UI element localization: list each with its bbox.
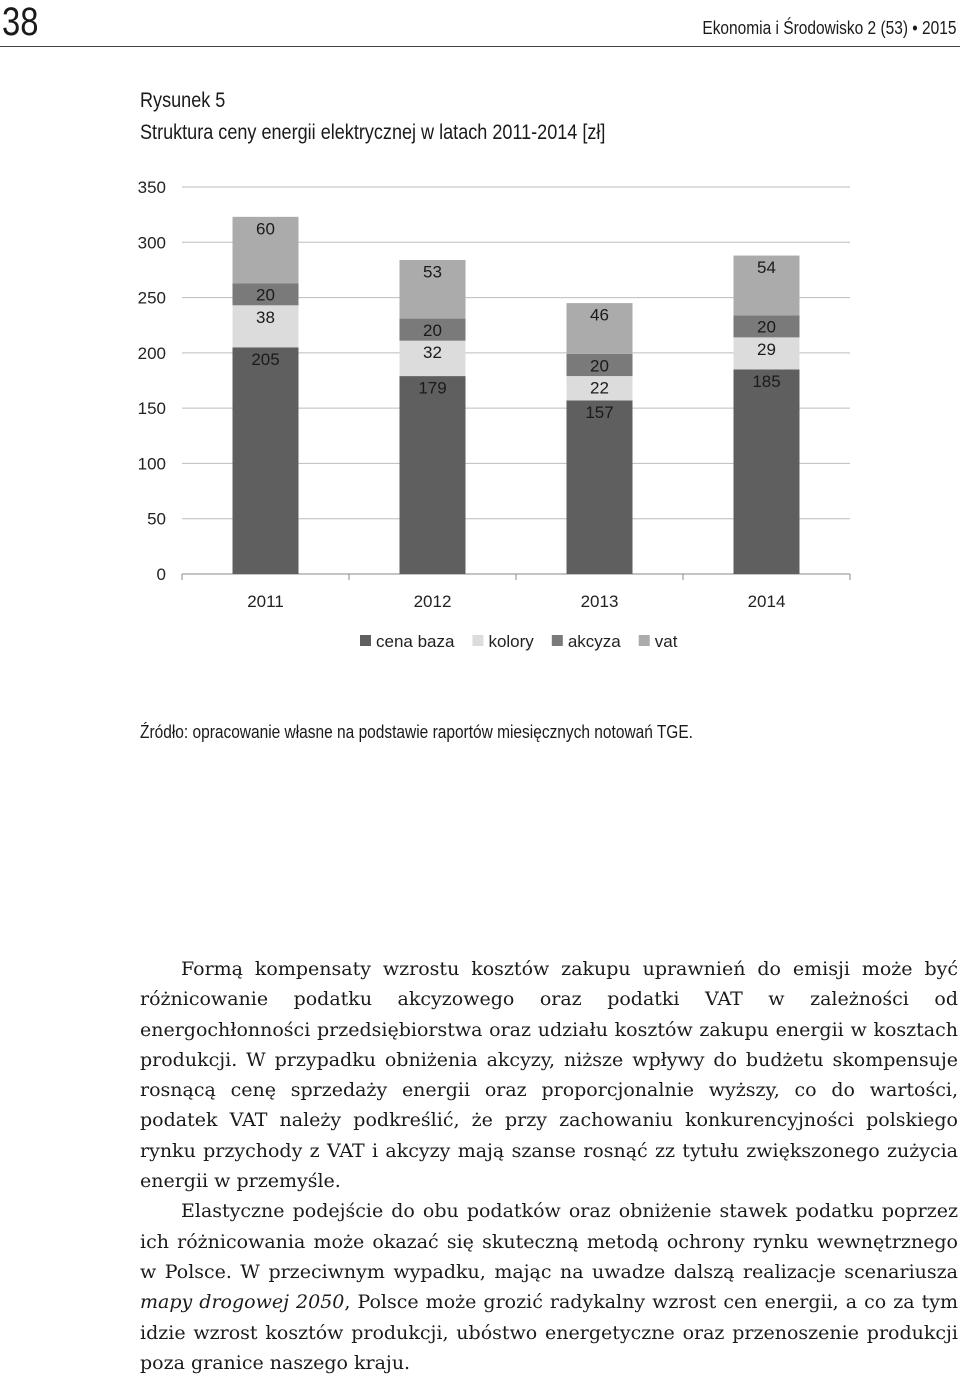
y-tick-label: 250 [137, 288, 166, 308]
body-text [140, 954, 958, 1378]
data-label: 205 [251, 349, 280, 369]
data-label: 20 [256, 285, 275, 305]
data-label: 46 [590, 305, 609, 325]
page-number: 38 [2, 0, 39, 44]
x-axis-ticks [247, 592, 785, 611]
bar-segment [233, 347, 299, 574]
figure-label: Rysunek 5 [140, 89, 226, 112]
bar-segment [567, 400, 633, 574]
header-rule [0, 46, 960, 47]
y-axis-ticks [138, 178, 166, 584]
figure-title: Struktura ceny energii elektrycznej w latach 2011-2014 [zł] [140, 121, 606, 144]
data-label: 38 [256, 307, 275, 327]
data-label: 54 [757, 258, 776, 278]
legend-label: cena baza [376, 632, 455, 651]
x-tick-label: 2011 [247, 592, 284, 611]
y-tick-label: 150 [137, 399, 166, 419]
bars [233, 217, 800, 574]
legend-label: kolory [488, 632, 534, 651]
bar-segment [734, 369, 800, 574]
paragraph-1: Formą kompensaty wzrostu kosztów zakupu uprawnień do emisji może być różnicowanie podatku akcyzowego oraz podatki VAT w zależności od energochłonności przedsiębiorstwa oraz udziału kosztów zakupu energii w kosztach produkcji. W przypadku obniżenia akcyzy, niższe wpływy do budżetu skompensuje rosnącą cenę sprzedaży energii oraz proporcjonalnie wyższy, co do wartości, podatek VAT należy podkreślić, że przy zachowaniu konkurencyjności polskiego rynku przychody z VAT i akcyzy mają szanse rosnąć zz tytułu zwiększonego zużycia energii w przemyśle. [140, 958, 958, 1193]
stacked-bar-chart [130, 170, 860, 670]
paragraph-2-end: , Polsce może grozić radykalny wzrost cen energii, a co za tym idzie wzrost kosztów produkcji, ubóstwo energetyczne oraz przenoszenie produkcji poza granice naszego kraju. [140, 1291, 958, 1374]
data-label: 179 [418, 378, 447, 398]
data-label: 20 [757, 317, 776, 337]
data-label: 32 [423, 343, 442, 363]
running-header: Ekonomia i Środowisko 2 (53) • 2015 [701, 18, 956, 38]
y-tick-label: 350 [137, 178, 166, 197]
x-tick-label: 2014 [747, 592, 786, 611]
y-tick-label: 200 [137, 343, 166, 363]
legend-swatch [552, 635, 563, 646]
legend-swatch [472, 635, 483, 646]
data-label: 53 [423, 262, 442, 282]
data-labels [251, 219, 780, 422]
paragraph-2 [140, 1196, 958, 1378]
legend-label: vat [654, 632, 678, 651]
data-label: 60 [256, 219, 275, 239]
y-tick-label: 0 [156, 565, 166, 584]
y-tick-label: 50 [147, 509, 166, 529]
figure-source: Źródło: opracowanie własne na podstawie raportów miesięcznych notowań TGE. [140, 722, 693, 742]
data-label: 157 [585, 402, 614, 422]
legend-label: akcyza [567, 632, 621, 651]
x-tick-label: 2012 [413, 592, 452, 611]
paragraph-2-start: Elastyczne podejście do obu podatków oraz obniżenie stawek podatku poprzez ich różnicowania może okazać się skuteczną metodą ochrony rynku wewnętrznego w Polsce. W przeciwnym wypadku, mając na uwadze dalszą realizacje scenariusza [140, 1200, 958, 1283]
data-label: 20 [423, 321, 442, 341]
data-label: 20 [590, 356, 609, 376]
x-tick-label: 2013 [580, 592, 619, 611]
legend-swatch [639, 635, 650, 646]
legend [360, 632, 678, 651]
data-label: 22 [590, 378, 609, 398]
data-label: 185 [752, 371, 781, 391]
data-label: 29 [757, 339, 776, 359]
bar-segment [400, 376, 466, 574]
y-tick-label: 100 [137, 454, 166, 474]
legend-swatch [360, 635, 371, 646]
y-tick-label: 300 [137, 233, 166, 253]
paragraph-2-italic: mapy drogowej 2050 [140, 1291, 345, 1314]
